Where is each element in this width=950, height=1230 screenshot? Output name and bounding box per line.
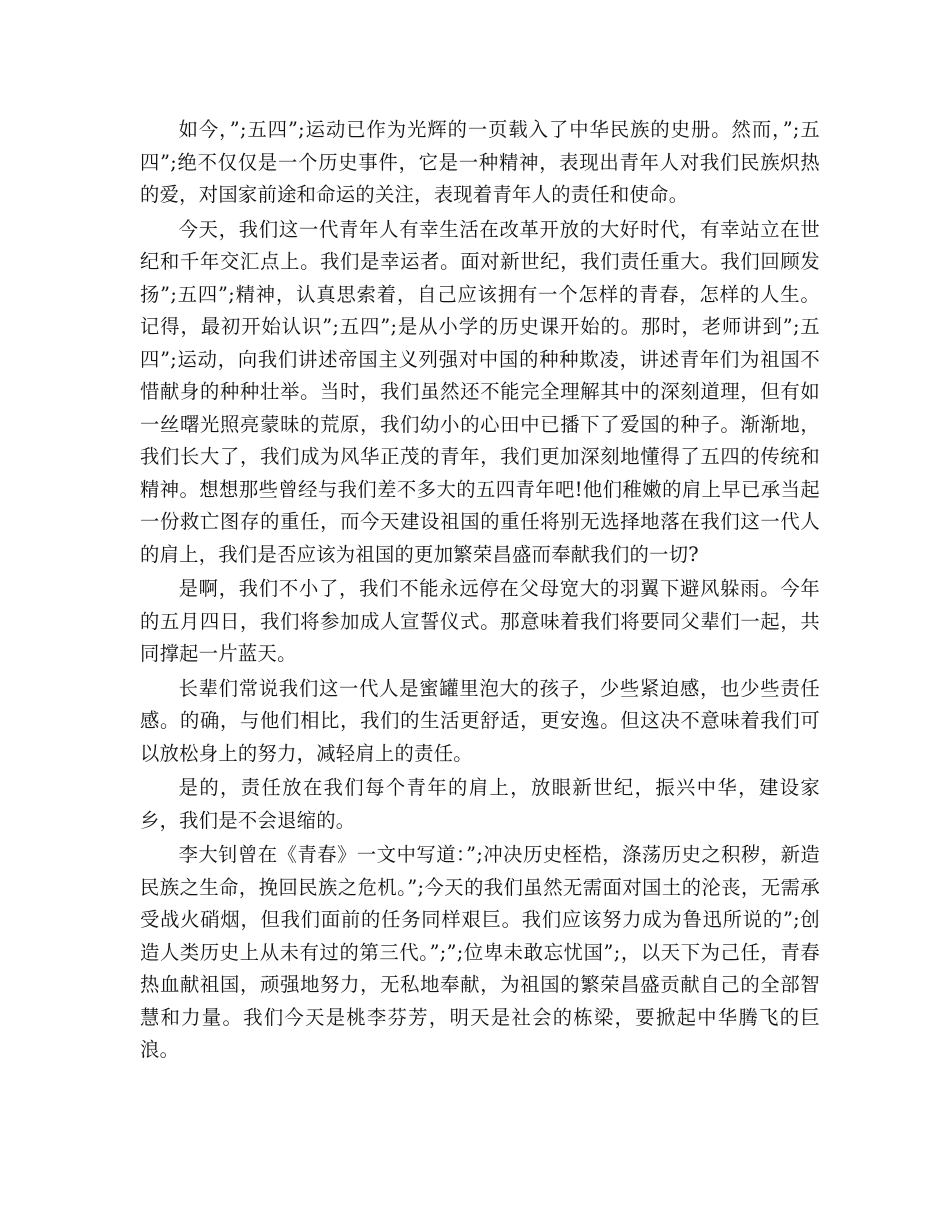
document-body xyxy=(140,114,820,1069)
paragraph-1: 如今，”;五四”;运动已作为光辉的一页载入了中华民族的史册。然而，”;五四”;绝不仅仅是一个历史事件，它是一种精神，表现出青年人对我们民族炽热的爱，对国家前途和命运的关注，表现着青年人的责任和使命。 xyxy=(140,118,820,206)
paragraph-2: 今天，我们这一代青年人有幸生活在改革开放的大好时代，有幸站立在世纪和千年交汇点上。我们是幸运者。面对新世纪，我们责任重大。我们回顾发扬”;五四”;精神，认真思索着，自己应该拥有一个怎样的青春，怎样的人生。记得，最初开始认识”;五四”;是从小学的历史课开始的。那时，老师讲到”;五四”;运动，向我们讲述帝国主义列强对中国的种种欺凌，讲述青年们为祖国不惜献身的种种壮举。当时，我们虽然还不能完全理解其中的深刻道理，但有如一丝曙光照亮蒙昧的荒原，我们幼小的心田中已播下了爱国的种子。渐渐地，我们长大了，我们成为风华正茂的青年，我们更加深刻地懂得了五四的传统和精神。想想那些曾经与我们差不多大的五四青年吧!他们稚嫩的肩上早已承当起一份救亡图存的重任，而今天建设祖国的重任将别无选择地落在我们这一代人的肩上，我们是否应该为祖国的更加繁荣昌盛而奉献我们的一切? xyxy=(140,217,820,566)
paragraph-6: 李大钊曾在《青春》一文中写道：”;冲决历史桎梏，涤荡历史之积秽，新造民族之生命，挽回民族之危机。”;今天的我们虽然无需面对国土的沦丧，无需承受战火硝烟，但我们面前的任务同样艰巨。我们应该努力成为鲁迅所说的”;创造人类历史上从未有过的第三代。”;”;位卑未敢忘忧国”;，以天下为己任，青春热血献祖国，顽强地努力，无私地奉献，为祖国的繁荣昌盛贡献自己的全部智慧和力量。我们今天是桃李芬芳，明天是社会的栋梁，要掀起中华腾飞的巨浪。 xyxy=(140,843,820,1061)
paragraph-3: 是啊，我们不小了，我们不能永远停在父母宽大的羽翼下避风躲雨。今年的五月四日，我们将参加成人宣誓仪式。那意味着我们将要同父辈们一起，共同撑起一片蓝天。 xyxy=(140,577,820,665)
paragraph-4: 长辈们常说我们这一代人是蜜罐里泡大的孩子，少些紧迫感，也少些责任感。的确，与他们相比，我们的生活更舒适，更安逸。但这决不意味着我们可以放松身上的努力，减轻肩上的责任。 xyxy=(140,676,820,765)
paragraph-5: 是的，责任放在我们每个青年的肩上，放眼新世纪，振兴中华，建设家乡，我们是不会退缩的。 xyxy=(140,776,820,832)
